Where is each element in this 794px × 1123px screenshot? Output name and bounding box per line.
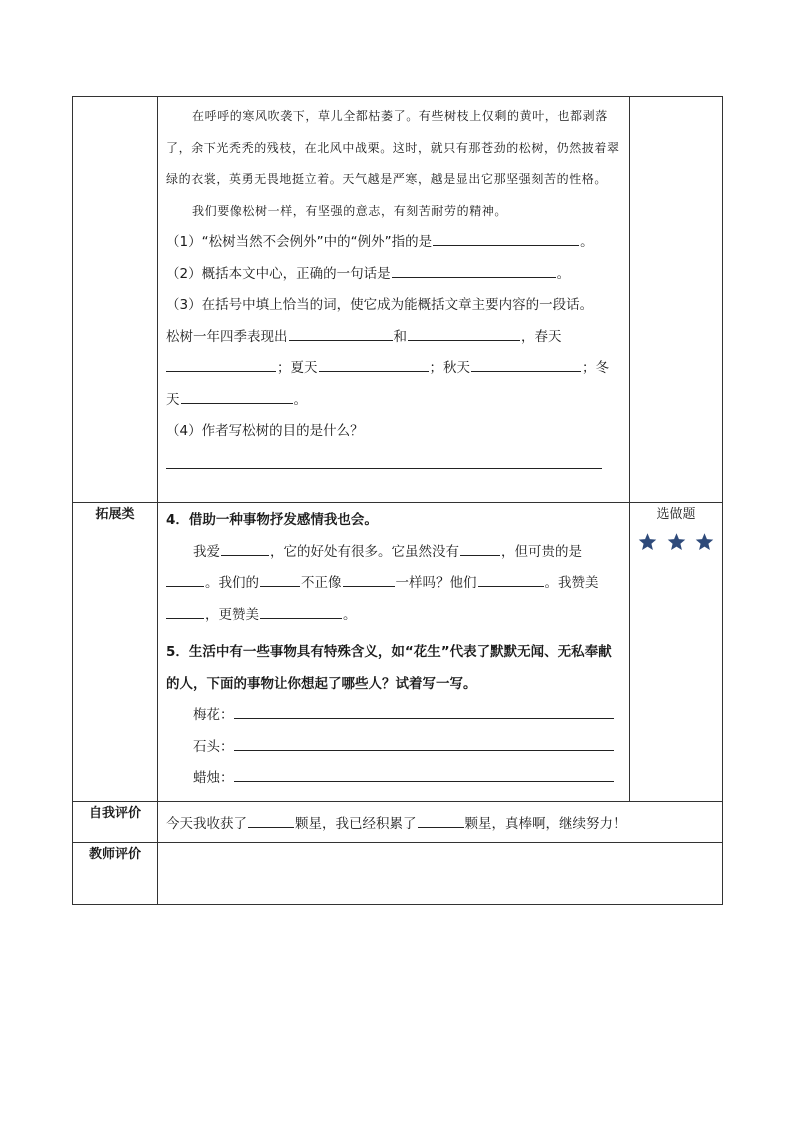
q4-blank-1[interactable] [221,539,269,556]
passage-paragraph-1: 在呼呼的寒风吹袭下，草儿全都枯萎了。有些树枝上仅剩的黄叶，也都剥落了，余下光秃秃的残枝，在北风中战栗。这时，就只有那苍劲的松树，仍然披着翠绿的衣裳，英勇无畏地挺立着。天气越是严寒，越是显出它那坚强刻苦的性格。 [166,109,620,186]
self-eval-blank-2[interactable] [418,811,464,828]
extension-category: 拓展类 [73,503,158,802]
q4-blank-2[interactable] [460,539,500,556]
q4-l2-c: 一样吗？他们 [395,575,477,591]
extension-side-cell [630,503,723,802]
extension-q4-line-1 [166,537,621,569]
q3-text-b: 和 [393,328,407,345]
extension-question-5-cont: 的人，下面的事物让你想起了哪些人？试着写一写。 [166,675,477,692]
question-2-blank[interactable] [392,261,556,278]
q4-l2-a: 。我们的 [205,575,259,591]
q3-text-autumn: ；秋天 [429,360,470,376]
self-eval-blank-1[interactable] [248,811,294,828]
reading-category-cell [73,97,158,503]
q4-blank-8[interactable] [260,602,342,619]
question-3-line-1 [166,322,621,354]
q4-l1-b: ，它的好处有很多。它虽然没有 [270,543,459,560]
question-3-line-3 [166,385,621,417]
item-candle-label: 蜡烛： [193,770,234,786]
star-icon [694,532,715,552]
item-plum [166,700,621,732]
q4-l2-d: 。我赞美 [544,575,599,591]
q4-blank-7[interactable] [166,602,204,619]
q3-blank-spring[interactable] [166,355,276,372]
question-1-blank[interactable] [433,229,579,246]
question-4-answer-line[interactable] [166,454,602,469]
teacher-eval-row [73,842,723,904]
q3-text-winter: ；冬 [582,360,609,376]
extension-row [73,503,723,802]
q4-blank-6[interactable] [478,570,544,587]
q3-blank-autumn[interactable] [471,355,581,372]
question-2 [166,259,621,291]
reading-row [73,97,723,503]
reading-side-cell [630,97,723,503]
item-candle [166,763,621,795]
star-icon [637,532,658,552]
item-stone-line[interactable] [234,734,614,751]
extension-question-4: 4．借助一种事物抒发感情我也会。 [166,512,378,528]
teacher-eval-content[interactable] [158,842,723,904]
item-plum-label: 梅花： [193,707,234,723]
star-rating [630,532,722,556]
question-2-text: （2）概括本文中心，正确的一句话是 [166,265,391,282]
item-stone [166,732,621,764]
question-4: （4）作者写松树的目的是什么？ [166,423,364,439]
item-plum-line[interactable] [234,702,614,719]
q3-text-tian: 天 [166,391,180,408]
extension-q4-line-3 [166,600,621,632]
star-icon [666,532,687,552]
q3-blank-winter[interactable] [181,387,293,404]
extension-content-cell [158,503,630,802]
q3-text-end: 。 [293,391,307,408]
self-eval-text-c: 颗星，真棒啊，继续努力！ [464,816,627,832]
question-2-end: 。 [556,265,571,282]
q3-text-a: 松树一年四季表现出 [166,328,288,345]
self-eval-row [73,801,723,842]
extension-q4-line-2 [166,568,621,600]
worksheet [72,96,722,905]
q4-l3-a: ，更赞美 [205,606,259,623]
question-1-text: （1）“松树当然不会例外”中的“例外”指的是 [166,234,433,250]
question-1-end: 。 [580,234,594,250]
self-eval-text-b: 颗星，我已经积累了 [295,816,417,832]
worksheet-table [72,96,723,905]
self-eval-label: 自我评价 [73,801,158,842]
reading-content-cell [158,97,630,503]
self-eval-content [158,801,723,842]
extension-question-5: 5．生活中有一些事物具有特殊含义，如“花生”代表了默默无闻、无私奉献 [166,644,612,660]
q4-l2-b: 不正像 [301,575,342,591]
q3-blank-1[interactable] [289,324,393,341]
question-3: （3）在括号中填上恰当的词，使它成为能概括文章主要内容的一段话。 [166,297,594,313]
q4-l3-b: 。 [343,606,357,623]
passage-paragraph-2: 我们要像松树一样，有坚强的意志，有刻苦耐劳的精神。 [192,203,508,218]
optional-label: 选做题 [656,507,696,522]
question-1 [166,227,621,259]
question-3-line-2 [166,353,621,385]
q3-text-summer: ；夏天 [277,360,318,376]
q4-blank-4[interactable] [260,570,300,587]
item-stone-label: 石头： [193,738,234,755]
teacher-eval-label: 教师评价 [73,842,158,904]
q3-blank-summer[interactable] [319,355,429,372]
q4-l1-c: ，但可贵的是 [501,543,582,560]
q4-blank-5[interactable] [343,570,395,587]
q4-l1-a: 我爱 [193,543,220,560]
q3-blank-2[interactable] [408,324,520,341]
passage [166,101,621,227]
q4-blank-3[interactable] [166,570,204,587]
q3-text-c: ，春天 [521,328,562,345]
item-candle-line[interactable] [234,765,614,782]
self-eval-text-a: 今天我收获了 [166,816,247,832]
